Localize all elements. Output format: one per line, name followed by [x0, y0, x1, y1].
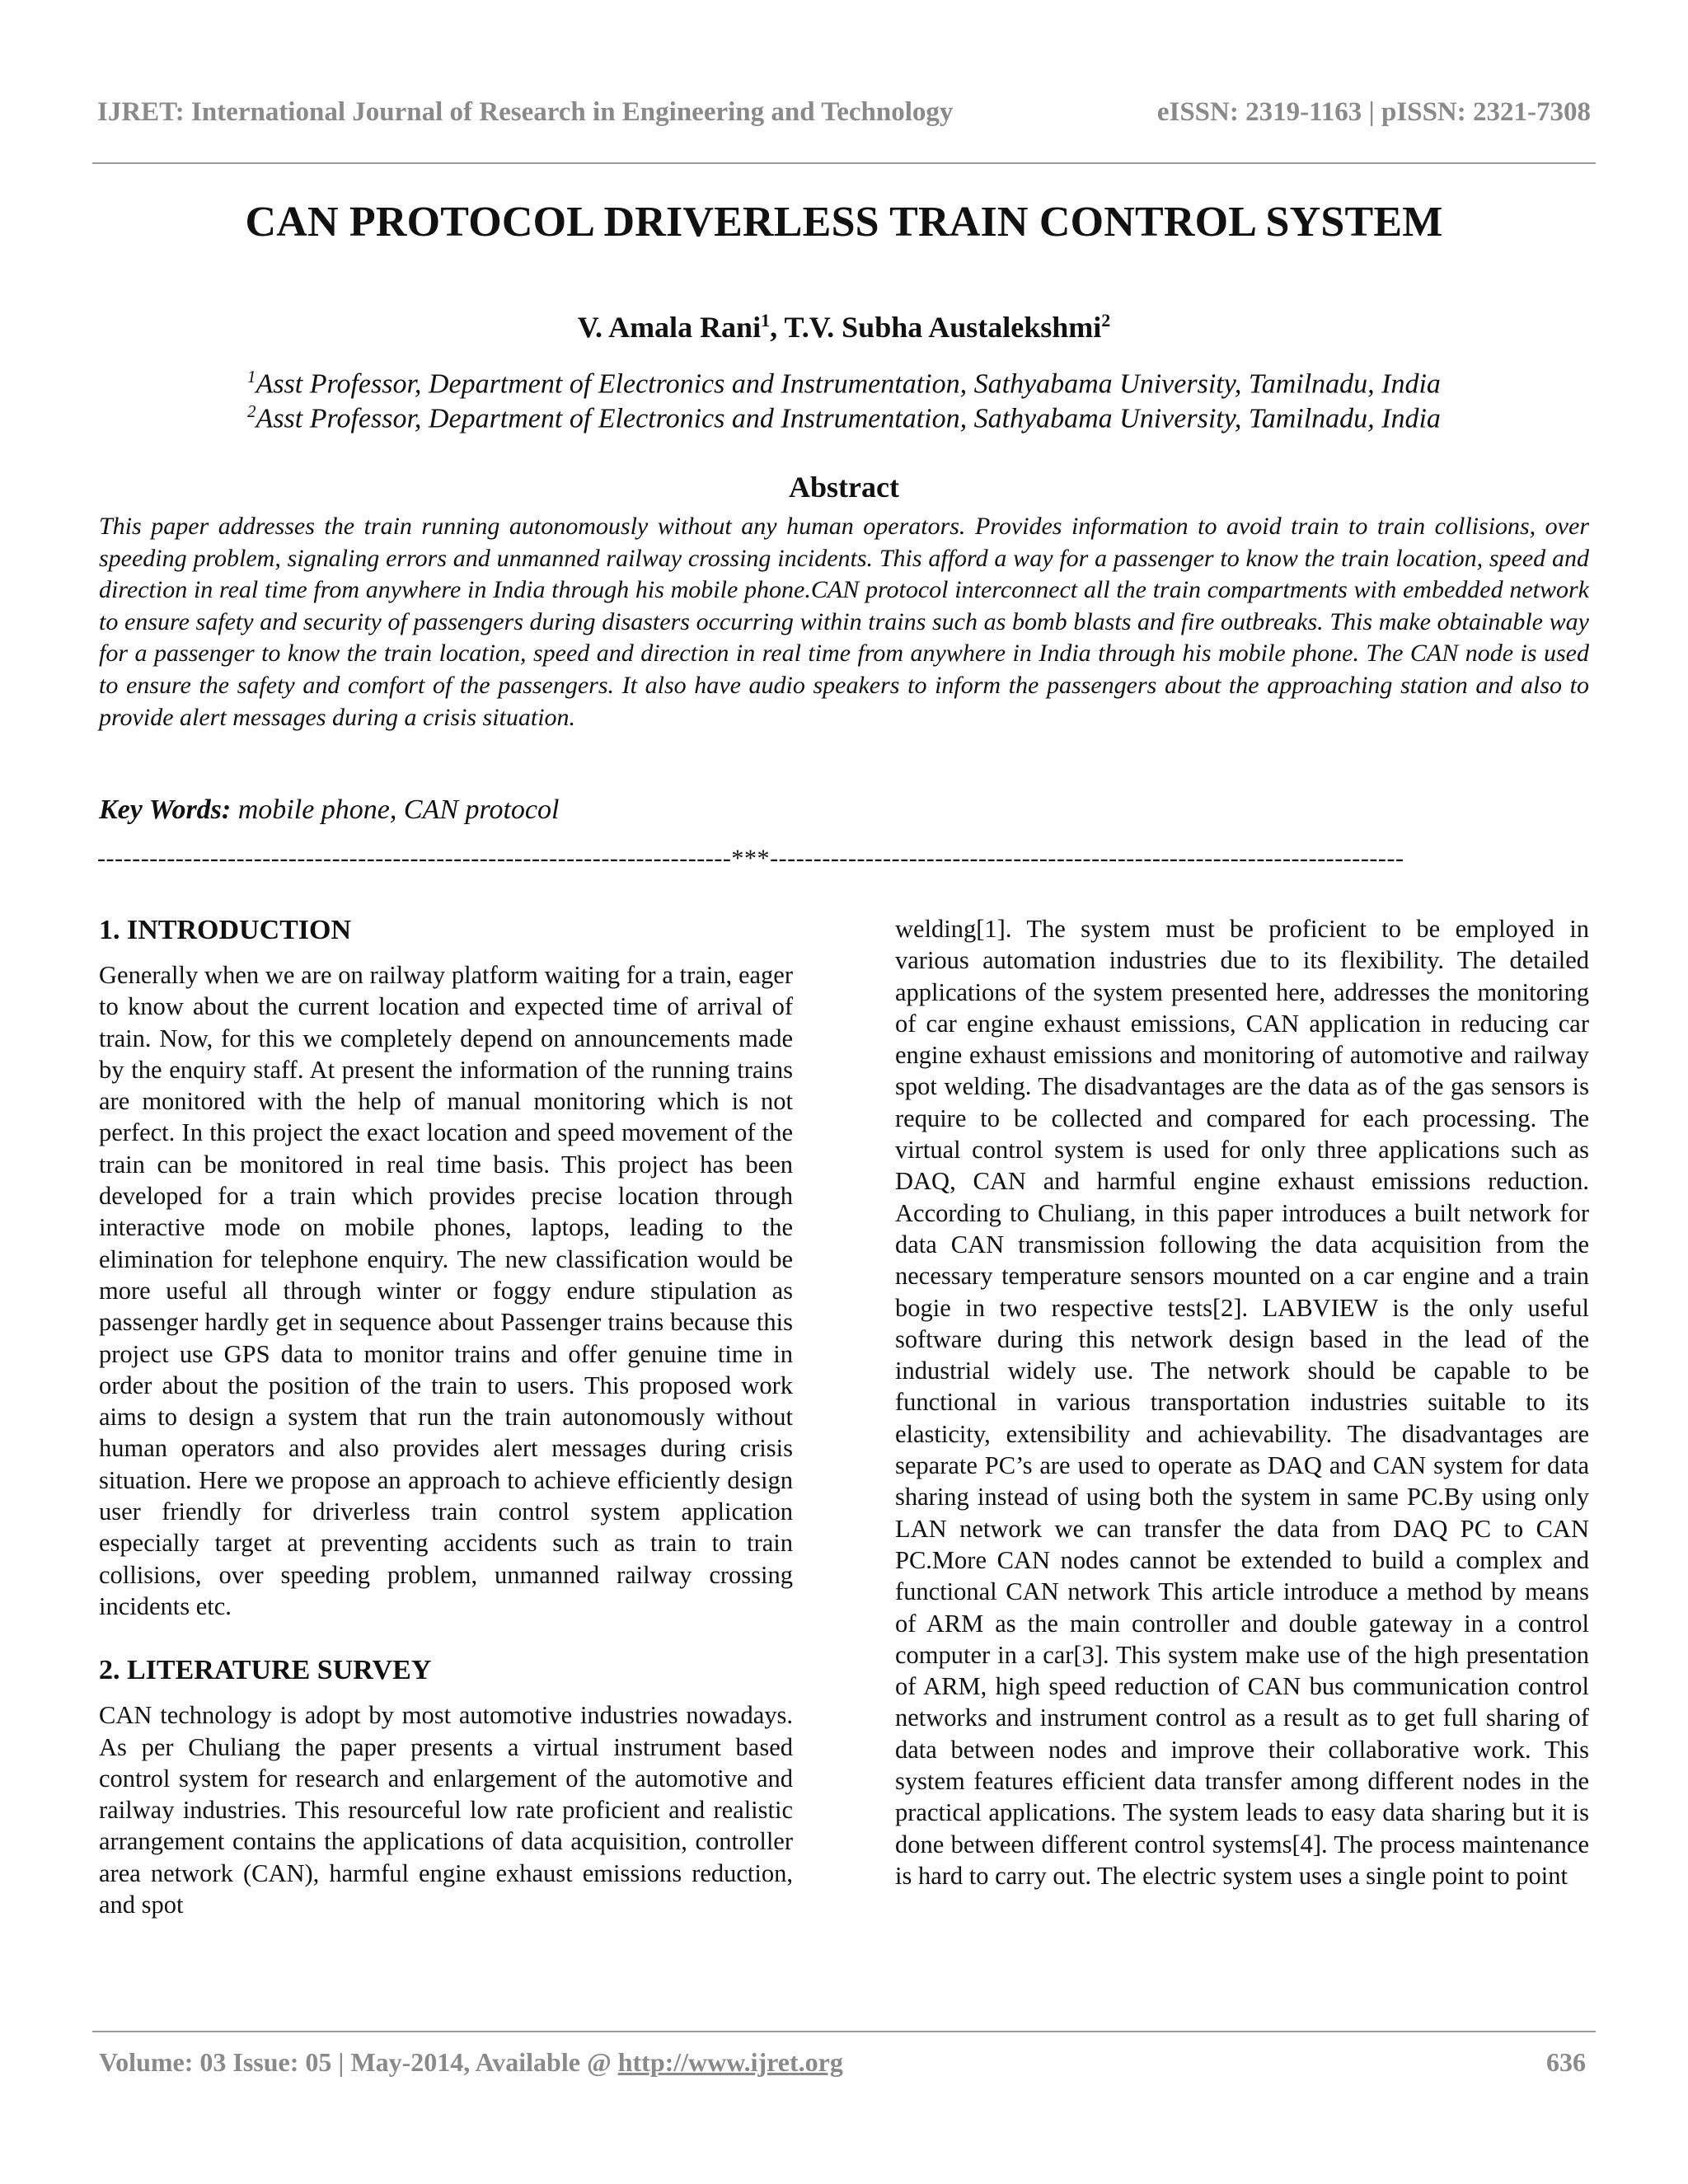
abstract-text: This paper addresses the train running autonomously without any human operators. Provides information to avoid train to train collisions, over speeding problem, signaling errors and unmanned railway crossing incidents. This afford a way for a passenger to know the train location, speed and direction in real time from anywhere in India through his mobile phone.CAN protocol interconnect all the train compartments with embedded network to ensure safety and security of passengers during disasters occurring within trains such as bomb blasts and fire outbreaks. This make obtainable way for a passenger to know the train location, speed and direction in real time from anywhere in India through his mobile phone. The CAN node is used to ensure the safety and comfort of the passengers. It also have audio speakers to inform the passengers about the approaching station and also to provide alert messages during a crisis situation.	[99, 513, 1589, 731]
issn: eISSN: 2319-1163 | pISSN: 2321-7308	[1156, 97, 1591, 127]
journal-name: IJRET: International Journal of Research in Engineering and Technology	[97, 97, 954, 127]
footer-volume	[99, 2047, 843, 2078]
right-column	[895, 913, 1589, 1891]
affiliation-1-mark: 1	[247, 367, 256, 387]
affiliation-2	[0, 401, 1688, 434]
header-rule	[92, 162, 1596, 164]
running-header	[97, 97, 1591, 128]
abstract-heading: Abstract	[789, 471, 899, 504]
author-2-mark: 2	[1101, 310, 1111, 330]
author-1-mark: 1	[761, 310, 771, 330]
keywords	[99, 794, 559, 826]
section-2-continued: welding[1]. The system must be proficient to be employed in various automation industries due to its flexibility. The detailed applications of the system presented here, addresses the monitoring of car engine exhaust emissions, CAN application in reducing car engine exhaust emissions and monitoring of automotive and railway spot welding. The disadvantages are the data as of the gas sensors is require to be collected and compared for each processing. The virtual control system is used for only three applications such as DAQ, CAN and harmful engine exhaust emissions reduction. According to Chuliang, in this paper introduces a built network for data CAN transmission following the data acquisition from the necessary temperature sensors mounted on a car engine and a train bogie in two respective tests[2]. LABVIEW is the only useful software during this network design based in the lead of the industrial widely use. The network should be capable to be functional in various transportation industries suitable to its elasticity, extensibility and achievability. The disadvantages are separate PC’s are used to operate as DAQ and CAN system for data sharing instead of using both the system in same PC.By using only LAN network we can transfer the data from DAQ PC to CAN PC.More CAN nodes cannot be extended to build a complex and functional CAN network This article introduce a method by means of ARM as the main controller and double gateway in a control computer in a car[3]. This system make use of the high presentation of ARM, high speed reduction of CAN bus communication control networks and instrument control as a result as to get full sharing of data between nodes and improve their collaborative work. This system features efficient data transfer among different nodes in the practical applications. The system leads to easy data sharing but it is done between different control systems[4]. The process maintenance is hard to carry out. The electric system uses a single point to point	[895, 915, 1589, 1890]
affiliation-1-text: Asst Professor, Department of Electronics and Instrumentation, Sathyabama University, Tamilnadu, India	[256, 368, 1441, 400]
footer-volume-text: Volume: 03 Issue: 05 | May-2014, Available @	[99, 2047, 618, 2077]
authors	[0, 310, 1688, 344]
running-footer	[99, 2047, 1586, 2078]
section-2-heading: 2. LITERATURE SURVEY	[99, 1655, 432, 1686]
author-separator: ,	[770, 311, 785, 344]
footer-rule	[92, 2031, 1596, 2032]
page-number: 636	[1546, 2047, 1586, 2077]
paper-title: CAN PROTOCOL DRIVERLESS TRAIN CONTROL SYSTEM	[245, 199, 1443, 246]
section-2-text: CAN technology is adopt by most automotive industries nowadays. As per Chuliang the paper presents a virtual instrument based control system for research and enlargement of the automotive and railway industries. This resourceful low rate proficient and realistic arrangement contains the applications of data acquisition, controller area network (CAN), harmful engine exhaust emissions reduction, and spot	[99, 1701, 793, 1919]
section-separator: -------------------------------------------------------------------------***-------------------------------------------------------------------------	[97, 845, 1404, 872]
keywords-text: mobile phone, CAN protocol	[231, 794, 560, 825]
keywords-label: Key Words:	[99, 794, 232, 825]
section-1-heading: 1. INTRODUCTION	[99, 915, 352, 945]
author-2: T.V. Subha Austalekshmi	[784, 311, 1102, 344]
section-1-text: Generally when we are on railway platform waiting for a train, eager to know about the current location and expected time of arrival of train. Now, for this we completely depend on announcements made by the enquiry staff. At present the information of the running trains are monitored with the help of manual monitoring which is not perfect. In this project the exact location and speed movement of the train can be monitored in real time basis. This project has been developed for a train which provides precise location through interactive mode on mobile phones, laptops, leading to the elimination for telephone enquiry. The new classification would be more useful all through winter or foggy endure stipulation as passenger hardly get in sequence about Passenger trains because this project use GPS data to monitor trains and offer genuine time in order about the position of the train to users. This proposed work aims to design a system that run the train autonomously without human operators and also provides alert messages during crisis situation. Here we propose an approach to achieve efficiently design user friendly for driverless train control system application especially target at preventing accidents such as train to train collisions, over speeding problem, unmanned railway crossing incidents etc.	[99, 961, 793, 1620]
affiliation-2-text: Asst Professor, Department of Electronics and Instrumentation, Sathyabama University, Tamilnadu, India	[256, 403, 1441, 434]
author-1: V. Amala Rani	[577, 311, 762, 344]
left-column	[99, 913, 793, 1920]
journal-link[interactable]: http://www.ijret.org	[617, 2047, 843, 2077]
affiliation-2-mark: 2	[247, 401, 256, 421]
affiliation-1	[0, 367, 1688, 400]
